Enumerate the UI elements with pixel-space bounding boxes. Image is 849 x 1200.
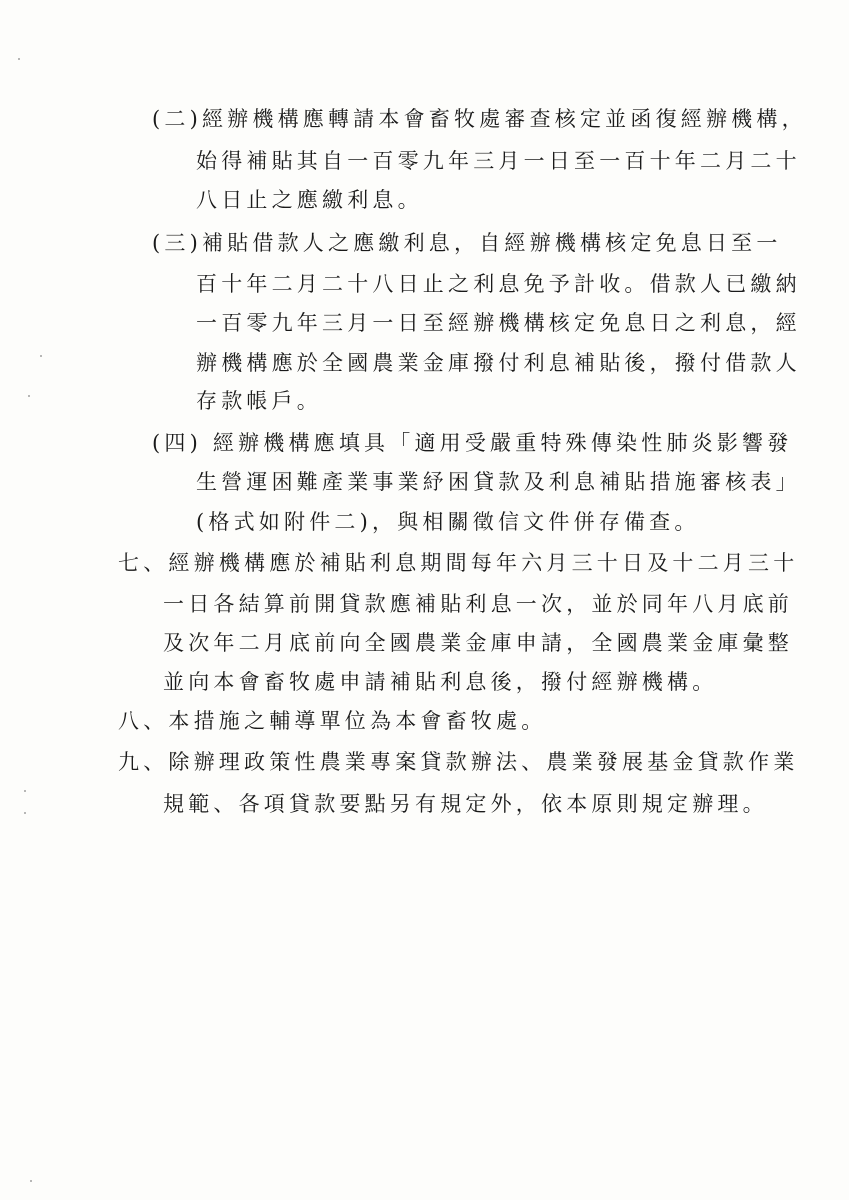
scan-speck — [24, 790, 26, 792]
item-2-line-3: 八日止之應繳利息。 — [196, 188, 423, 212]
section-9-line-1: 九、除辦理政策性農業專案貸款辦法、農業發展基金貸款作業 — [118, 750, 799, 774]
section-8-line-1: 八、本措施之輔導單位為本會畜牧處。 — [118, 709, 547, 733]
scan-speck — [40, 355, 42, 357]
item-3-line-2: 百十年二月二十八日止之利息免予計收。借款人已繳納 — [196, 272, 801, 296]
section-7-line-1: 七、經辦機構應於補貼利息期間每年六月三十日及十二月三十 — [118, 551, 799, 575]
scan-speck — [30, 1180, 32, 1182]
item-3-line-3: 一百零九年三月一日至經辦機構核定免息日之利息，經 — [196, 311, 801, 335]
scan-speck — [28, 395, 30, 397]
scan-speck — [24, 812, 26, 814]
item-2-line-2: 始得補貼其自一百零九年三月一日至一百十年二月二十 — [196, 149, 801, 173]
section-7-line-2: 一日各結算前開貸款應補貼利息一次，並於同年八月底前 — [163, 592, 793, 616]
item-3-line-5: 存款帳戶。 — [196, 389, 322, 413]
section-7-line-4: 並向本會畜牧處申請補貼利息後，撥付經辦機構。 — [163, 670, 718, 694]
item-4-line-2: 生營運困難產業事業紓困貸款及利息補貼措施審核表」 — [196, 470, 801, 494]
item-4-line-1: (四) 經辦機構應填具「適用受嚴重特殊傳染性肺炎影響發 — [152, 431, 793, 455]
item-3-line-1: (三)補貼借款人之應繳利息，自經辦機構核定免息日至一 — [152, 231, 782, 255]
item-4-line-3: (格式如附件二)，與相關徵信文件併存備查。 — [196, 510, 700, 534]
item-2-line-1: (二)經辦機構應轉請本會畜牧處審查核定並函復經辦機構， — [152, 107, 807, 131]
item-3-line-4: 辦機構應於全國農業金庫撥付利息補貼後，撥付借款人 — [196, 351, 801, 375]
section-7-line-3: 及次年二月底前向全國農業金庫申請，全國農業金庫彙整 — [163, 631, 793, 655]
section-9-line-2: 規範、各項貸款要點另有規定外，依本原則規定辦理。 — [163, 792, 768, 816]
scan-speck — [18, 58, 20, 60]
